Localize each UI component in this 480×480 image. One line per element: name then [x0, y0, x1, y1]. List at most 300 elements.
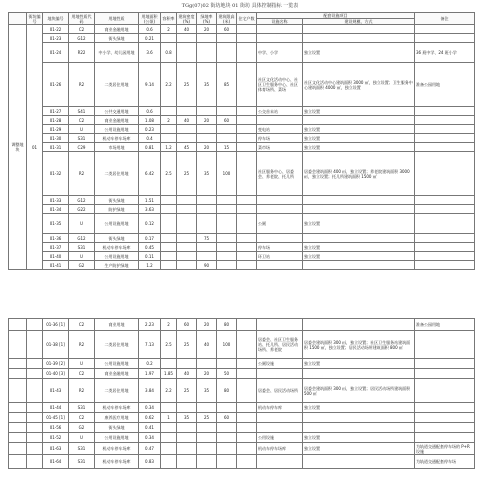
table-cell	[9, 331, 27, 359]
table-cell: 0.6	[139, 25, 161, 34]
table-cell: 35	[197, 152, 217, 196]
table-cell: 40	[197, 331, 217, 359]
table-cell: 3.63	[139, 205, 161, 214]
table-cell	[27, 379, 43, 403]
table-cell: 40	[177, 25, 197, 34]
table-cell: 环卫站	[257, 252, 303, 261]
table-cell: R2	[69, 331, 95, 359]
table-cell: 01-44	[43, 403, 69, 413]
table-cell: 机动车停车场库	[257, 443, 303, 455]
table-cell: 15	[217, 143, 237, 152]
table-cell	[237, 152, 257, 196]
table-cell: 0.62	[139, 413, 161, 423]
table-cell: 公用设施用地	[95, 125, 139, 134]
table-cell	[415, 116, 475, 125]
table-cell: 居委会建筑面积 400 ㎡，独立设置；养老院建筑面积 3000 ㎡，独立设置；托儿所建筑面积 1500 ㎡	[303, 152, 415, 196]
table-cell: C2	[69, 319, 95, 331]
table-cell: 01-23	[43, 34, 69, 43]
table-cell: C29	[69, 143, 95, 152]
table-cell	[217, 134, 237, 143]
table-cell: 25	[177, 63, 197, 107]
table-cell: 街头绿地	[95, 34, 139, 43]
table-cell: 0.8	[161, 43, 177, 63]
table-cell: 20	[197, 319, 217, 331]
table-cell: 01-36 [1]	[43, 319, 69, 331]
table-cell: 公交首末站	[257, 107, 303, 116]
table-cell: 3.6	[139, 43, 161, 63]
table-cell	[237, 413, 257, 423]
table-cell: 居委会、居民活动场所	[257, 379, 303, 403]
table-cell	[415, 214, 475, 234]
table-cell	[197, 443, 217, 455]
table-cell: 60	[217, 413, 237, 423]
table-cell	[161, 403, 177, 413]
table-cell: 01-38 [1]	[43, 331, 69, 359]
table-cell: 停车场	[257, 134, 303, 143]
table-cell: R2	[69, 63, 95, 107]
table-cell: 公用设施用地	[95, 252, 139, 261]
table-cell: S31	[69, 455, 95, 469]
table-cell	[9, 359, 27, 369]
table-cell	[257, 25, 303, 34]
table-cell	[161, 34, 177, 43]
table-cell	[177, 214, 197, 234]
table-cell	[161, 443, 177, 455]
table-cell: 独立设置	[303, 433, 415, 443]
table-cell	[161, 252, 177, 261]
table-cell	[415, 152, 475, 196]
table-row	[9, 243, 475, 252]
table-cell	[217, 403, 237, 413]
block-cell: 01	[27, 25, 43, 270]
table-cell	[197, 403, 217, 413]
table-cell	[217, 43, 237, 63]
table-cell: 社区文化活动中心、社区卫生服务中心、社区体育场所、菜场	[257, 63, 303, 107]
table-cell	[197, 34, 217, 43]
table-cell: 机动车停车场库	[95, 443, 139, 455]
table-cell: 60	[217, 25, 237, 34]
table-cell	[237, 443, 257, 455]
table-row	[9, 63, 475, 107]
district-cell: 调整地块	[9, 25, 27, 270]
table-cell	[177, 403, 197, 413]
table-cell	[161, 107, 177, 116]
table-cell	[237, 116, 257, 125]
table-cell	[303, 413, 415, 423]
table-row	[9, 116, 475, 125]
table-row	[9, 234, 475, 243]
table-cell	[177, 443, 197, 455]
table-cell	[237, 134, 257, 143]
table-cell	[217, 243, 237, 252]
header-cell: 地块编号	[43, 13, 69, 25]
table-row	[9, 379, 475, 403]
table-cell: 6.42	[139, 152, 161, 196]
table-cell	[257, 261, 303, 270]
table-cell	[237, 34, 257, 43]
table-cell	[303, 205, 415, 214]
table-cell	[257, 423, 303, 433]
table-cell: 二类居住用地	[95, 152, 139, 196]
table-cell: U	[69, 214, 95, 234]
table-cell: 街头绿地	[95, 423, 139, 433]
table-cell: 01-33	[43, 196, 69, 205]
table-cell: 独立设置	[303, 403, 415, 413]
table-cell: 1.85	[161, 369, 177, 379]
table-cell	[237, 125, 257, 134]
table-cell: 0.4	[139, 134, 161, 143]
table-cell	[161, 243, 177, 252]
header-cell: 建筑限高(米)	[218, 13, 235, 24]
table-cell: 01-22	[43, 25, 69, 34]
header-cell: 用地性质代码	[69, 13, 95, 25]
table-cell: 机动车停车库	[257, 403, 303, 413]
table-cell: 60	[217, 116, 237, 125]
table-cell: 2.5	[161, 152, 177, 196]
table-cell: 25	[197, 413, 217, 423]
table-cell	[197, 243, 217, 252]
table-cell	[415, 331, 475, 359]
table-cell	[27, 455, 43, 469]
table-cell: S31	[69, 243, 95, 252]
table-cell: 85	[217, 63, 237, 107]
table-cell: 2.2	[161, 379, 177, 403]
table-cell	[415, 423, 475, 433]
table-cell: 80	[217, 319, 237, 331]
table-cell: 01-32	[43, 152, 69, 196]
table-cell	[415, 143, 475, 152]
table-cell	[177, 359, 197, 369]
table-cell	[257, 205, 303, 214]
header-cell: 容积率	[161, 13, 177, 25]
table-row	[9, 443, 475, 455]
table-cell	[415, 359, 475, 369]
table-cell: 80	[217, 379, 237, 403]
table-cell	[177, 433, 197, 443]
header-cell: 用地面积(公顷)	[139, 13, 161, 25]
table-cell: 街头绿地	[95, 234, 139, 243]
table-cell: 独立设置	[303, 243, 415, 252]
table-cell: 1.08	[139, 116, 161, 125]
table-cell: 0.21	[139, 34, 161, 43]
table-cell: G2	[69, 261, 95, 270]
table-cell: 100	[217, 331, 237, 359]
table-cell: 01-52	[43, 433, 69, 443]
table-row	[9, 125, 475, 134]
table-cell	[217, 214, 237, 234]
table-cell: 01-29	[43, 125, 69, 134]
table-cell	[177, 34, 197, 43]
header-cell: 住宅户数	[237, 13, 257, 25]
table-cell: 中学、小学	[257, 43, 303, 63]
table-cell	[415, 205, 475, 214]
table-cell: 0.41	[139, 423, 161, 433]
table-cell: 35	[197, 63, 217, 107]
table-cell	[197, 196, 217, 205]
table-cell	[177, 205, 197, 214]
table-row	[9, 134, 475, 143]
table-cell	[415, 25, 475, 34]
control-table-main	[8, 12, 475, 270]
table-cell	[415, 379, 475, 403]
table-cell: 25	[177, 331, 197, 359]
header-cell: 设施名称	[257, 19, 303, 25]
table-cell	[161, 134, 177, 143]
table-cell	[217, 125, 237, 134]
table-cell: 1	[161, 413, 177, 423]
table-cell: 2	[161, 319, 177, 331]
table-body	[9, 319, 475, 469]
table-cell	[303, 423, 415, 433]
table-cell	[303, 34, 415, 43]
table-cell: 2.23	[139, 319, 161, 331]
table-cell: 市场用地	[95, 143, 139, 152]
table-cell	[197, 125, 217, 134]
table-cell	[217, 423, 237, 433]
table-cell	[177, 423, 197, 433]
table-cell	[217, 234, 237, 243]
table-cell	[161, 125, 177, 134]
table-cell: 3.84	[139, 379, 161, 403]
table-cell: 商业用地	[95, 319, 139, 331]
table-cell	[197, 134, 217, 143]
table-row	[9, 369, 475, 379]
table-cell: 20	[197, 369, 217, 379]
table-cell: 0.17	[139, 234, 161, 243]
table-cell: 康养医疗用地	[95, 413, 139, 423]
table-cell	[237, 234, 257, 243]
table-cell: 生产防护绿地	[95, 261, 139, 270]
table-cell: 独立设置	[303, 107, 415, 116]
table-cell	[237, 455, 257, 469]
table-cell	[303, 196, 415, 205]
table-cell	[237, 369, 257, 379]
table-cell	[257, 413, 303, 423]
table-cell	[303, 25, 415, 34]
table-row	[9, 214, 475, 234]
table-cell: 50	[217, 369, 237, 379]
table-cell: 01-40	[43, 252, 69, 261]
table-cell	[27, 319, 43, 331]
table-cell: 20	[197, 143, 217, 152]
table-cell	[197, 423, 217, 433]
table-cell: 独立设置	[303, 125, 415, 134]
table-cell: 25	[177, 379, 197, 403]
table-cell: 机动车停车场库	[95, 403, 139, 413]
table-cell	[237, 319, 257, 331]
table-cell	[415, 252, 475, 261]
table-cell	[237, 433, 257, 443]
table-cell: U	[69, 125, 95, 134]
table-cell	[177, 134, 197, 143]
table-cell	[177, 455, 197, 469]
table-cell	[177, 261, 197, 270]
table-cell	[303, 455, 415, 469]
table-row	[9, 403, 475, 413]
table-cell: S31	[69, 134, 95, 143]
table-cell: C2	[69, 413, 95, 423]
table-cell	[9, 443, 27, 455]
header-cell: 建设规模、方式	[303, 19, 415, 25]
table-cell: 独立设置	[303, 134, 415, 143]
table-row	[9, 143, 475, 152]
table-cell	[415, 369, 475, 379]
table-cell: C2	[69, 116, 95, 125]
table-cell: U	[69, 252, 95, 261]
table-cell: C2	[69, 369, 95, 379]
table-cell: G2	[69, 423, 95, 433]
table-cell	[415, 403, 475, 413]
table-cell: R2	[69, 379, 95, 403]
table-cell	[197, 455, 217, 469]
table-cell	[197, 252, 217, 261]
table-cell: 1.97	[139, 369, 161, 379]
table-cell: 独立设置	[303, 443, 415, 455]
table-cell: 35	[197, 379, 217, 403]
table-cell: 0.34	[139, 433, 161, 443]
table-cell: S31	[69, 403, 95, 413]
table-cell	[415, 107, 475, 116]
table-cell	[415, 196, 475, 205]
table-cell	[9, 369, 27, 379]
header-cell: 备注	[415, 13, 475, 25]
table-cell	[27, 403, 43, 413]
table-cell: 1.2	[161, 143, 177, 152]
table-cell	[217, 359, 237, 369]
table-cell	[415, 243, 475, 252]
table-cell	[415, 433, 475, 443]
table-cell: 0.2	[139, 359, 161, 369]
table-cell: 9.14	[139, 63, 161, 107]
table-cell	[303, 369, 415, 379]
table-cell	[237, 331, 257, 359]
table-cell	[217, 34, 237, 43]
table-cell: 居委会建筑面积 300 ㎡，独立设置；居民活动场所建筑面积 500 ㎡	[303, 379, 415, 403]
header-cell: 配套设施项目	[257, 13, 415, 19]
table-body	[9, 25, 475, 270]
table-cell	[9, 413, 27, 423]
table-cell: 独立设置	[303, 359, 415, 369]
table-cell	[197, 43, 217, 63]
table-cell	[237, 359, 257, 369]
table-cell: 01-36	[43, 234, 69, 243]
table-cell: R22	[69, 43, 95, 63]
table-cell: 20	[197, 116, 217, 125]
table-row	[9, 455, 475, 469]
table-cell: 0.83	[139, 455, 161, 469]
table-cell	[161, 196, 177, 205]
table-cell	[177, 196, 197, 205]
table-cell: 机动车停车场库	[95, 243, 139, 252]
table-cell: 45	[177, 143, 197, 152]
table-cell: 为轨道交通配套停车场	[415, 455, 475, 469]
table-cell	[237, 205, 257, 214]
table-cell: 街头绿地	[95, 196, 139, 205]
table-cell: 居委会、社区卫生服务站、托儿所、居民活动场所、养老院	[257, 331, 303, 359]
table-cell: 1.2	[139, 261, 161, 270]
table-cell: 独立设置	[303, 214, 415, 234]
table-cell	[9, 455, 27, 469]
table-cell	[415, 125, 475, 134]
table-cell: 60	[177, 319, 197, 331]
table-cell: 0.34	[139, 403, 161, 413]
table-cell	[9, 403, 27, 413]
table-cell	[217, 455, 237, 469]
table-cell: 公厕	[257, 214, 303, 234]
table-cell: 公厕设施	[257, 359, 303, 369]
table-cell: 25	[177, 152, 197, 196]
table-cell	[237, 63, 257, 107]
table-cell: 0.81	[139, 143, 161, 152]
table-cell: 0.45	[139, 243, 161, 252]
table-cell	[27, 359, 43, 369]
table-cell	[161, 423, 177, 433]
table-cell: 2	[161, 25, 177, 34]
table-cell: 01-35	[43, 214, 69, 234]
table-cell: 01-37	[43, 243, 69, 252]
table-cell	[9, 433, 27, 443]
table-cell	[9, 319, 27, 331]
table-cell	[177, 243, 197, 252]
table-cell: 机动车停车场库	[95, 455, 139, 469]
table-cell: 社区服务中心、居委会、养老院、托儿所	[257, 152, 303, 196]
table-cell: 01-39 [2]	[43, 359, 69, 369]
table-cell: 40	[177, 369, 197, 379]
table-cell: 01-27	[43, 107, 69, 116]
table-cell: 35	[177, 413, 197, 423]
table-cell	[217, 205, 237, 214]
table-cell: C2	[69, 25, 95, 34]
table-cell	[303, 261, 415, 270]
table-cell	[415, 34, 475, 43]
table-cell: 机动车停车场库	[95, 134, 139, 143]
table-cell	[197, 214, 217, 234]
table-cell: 01-24	[43, 43, 69, 63]
table-cell: 公共交通用地	[95, 107, 139, 116]
table-cell	[237, 423, 257, 433]
table-cell	[237, 403, 257, 413]
table-cell	[161, 433, 177, 443]
table-cell	[237, 214, 257, 234]
header-cell: 建筑密度(%)	[178, 13, 195, 24]
table-row	[9, 34, 475, 43]
table-cell	[161, 359, 177, 369]
table-cell	[177, 252, 197, 261]
table-cell	[257, 196, 303, 205]
table-cell	[161, 261, 177, 270]
table-cell: 二类居住用地	[95, 63, 139, 107]
table-cell: 01-41	[43, 261, 69, 270]
table-cell	[257, 116, 303, 125]
table-cell: 0.12	[139, 214, 161, 234]
table-cell: 7.13	[139, 331, 161, 359]
table-cell	[197, 359, 217, 369]
table-cell: 40	[177, 116, 197, 125]
table-cell: 01-63	[43, 443, 69, 455]
document-title: TGg(07)02 街坊地块 01 街坊 具体控制指标 一览表	[181, 3, 299, 9]
table-cell: 0.23	[139, 125, 161, 134]
table-row	[9, 433, 475, 443]
table-cell: 公用设施	[257, 433, 303, 443]
table-cell: 2	[161, 116, 177, 125]
table-cell: S31	[69, 443, 95, 455]
table-cell	[197, 107, 217, 116]
table-cell	[257, 34, 303, 43]
table-cell	[257, 319, 303, 331]
table-cell: 01-43	[43, 379, 69, 403]
table-cell	[217, 107, 237, 116]
table-cell: 01-26	[43, 63, 69, 107]
